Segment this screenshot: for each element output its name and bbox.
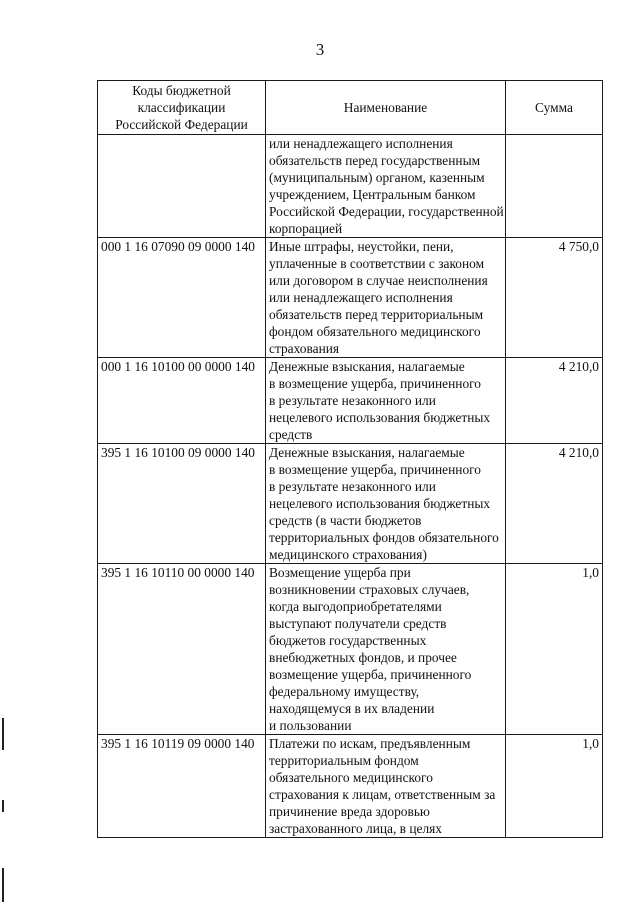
table-row: [98, 135, 603, 238]
cell-name-line: страхования к лицам, ответственным за: [269, 787, 496, 802]
cell-name-line: застрахованного лица, в целях: [269, 821, 442, 836]
header-code-line: классификации: [137, 100, 226, 115]
cell-name-line: в результате незаконного или: [269, 479, 436, 494]
header-name: Наименование: [266, 81, 506, 135]
cell-name-line: средств (в части бюджетов: [269, 513, 422, 528]
cell-name-line: в возмещение ущерба, причиненного: [269, 376, 482, 391]
cell-name-line: Иные штрафы, неустойки, пени,: [269, 239, 454, 254]
cell-name: [266, 444, 506, 564]
cell-name-line: в результате незаконного или: [269, 393, 436, 408]
cell-name-line: (муниципальным) органом, казенным: [269, 170, 485, 185]
cell-name-line: нецелевого использования бюджетных: [269, 496, 491, 511]
cell-code: 395 1 16 10110 00 0000 140: [98, 564, 266, 735]
cell-name-line: обязательств перед территориальным: [269, 307, 484, 322]
header-sum: Сумма: [506, 81, 603, 135]
cell-name-line: федеральному имуществу,: [269, 684, 420, 699]
cell-sum: 4 750,0: [506, 238, 603, 358]
cell-name-line: возникновении страховых случаев,: [269, 582, 470, 597]
scan-mark: [2, 800, 4, 812]
cell-name-line: корпорацией: [269, 221, 343, 236]
cell-name-line: в возмещение ущерба, причиненного: [269, 462, 482, 477]
cell-name-line: территориальным фондом: [269, 753, 419, 768]
cell-sum: 1,0: [506, 564, 603, 735]
cell-name-line: выступают получатели средств: [269, 616, 447, 631]
cell-code: [98, 135, 266, 238]
header-code-line: Коды бюджетной: [132, 83, 231, 98]
header-code-line: Российской Федерации: [115, 117, 248, 132]
cell-name-line: возмещение ущерба, причиненного: [269, 667, 472, 682]
cell-name: [266, 358, 506, 444]
cell-name-line: медицинского страхования): [269, 547, 427, 562]
cell-name-line: когда выгодоприобретателями: [269, 599, 442, 614]
cell-name-line: Денежные взыскания, налагаемые: [269, 445, 465, 460]
table-header-row: [98, 81, 603, 135]
table-row: [98, 358, 603, 444]
cell-name: [266, 238, 506, 358]
cell-name-line: находящемуся в их владении: [269, 701, 435, 716]
cell-code: 000 1 16 07090 09 0000 140: [98, 238, 266, 358]
cell-name-line: средств: [269, 427, 313, 442]
table-row: [98, 444, 603, 564]
cell-name-line: территориальных фондов обязательного: [269, 530, 499, 545]
cell-name-line: внебюджетных фондов, и прочее: [269, 650, 457, 665]
page-number: 3: [315, 40, 325, 59]
cell-name-line: или ненадлежащего исполнения: [269, 136, 453, 151]
cell-name-line: обязательств перед государственным: [269, 153, 481, 168]
cell-name-line: учреждением, Центральным банком: [269, 187, 476, 202]
cell-name-line: Денежные взыскания, налагаемые: [269, 359, 465, 374]
cell-name: [266, 564, 506, 735]
scan-mark: [2, 718, 4, 750]
cell-name-line: фондом обязательного медицинского: [269, 324, 481, 339]
table-row: [98, 238, 603, 358]
cell-name-line: Возмещение ущерба при: [269, 565, 411, 580]
cell-name: [266, 135, 506, 238]
cell-name-line: бюджетов государственных: [269, 633, 427, 648]
cell-name-line: и пользовании: [269, 718, 352, 733]
cell-sum: [506, 135, 603, 238]
cell-name-line: Платежи по искам, предъявленным: [269, 736, 471, 751]
budget-classification-table: [97, 80, 603, 838]
cell-name-line: нецелевого использования бюджетных: [269, 410, 491, 425]
scan-mark: [2, 868, 4, 902]
cell-code: 395 1 16 10119 09 0000 140: [98, 735, 266, 838]
cell-name-line: уплаченные в соответствии с законом: [269, 256, 485, 271]
table-row: [98, 735, 603, 838]
cell-code: 395 1 16 10100 09 0000 140: [98, 444, 266, 564]
cell-name: [266, 735, 506, 838]
cell-name-line: страхования: [269, 341, 340, 356]
table-row: [98, 564, 603, 735]
cell-sum: 1,0: [506, 735, 603, 838]
cell-name-line: обязательного медицинского: [269, 770, 433, 785]
cell-name-line: или ненадлежащего исполнения: [269, 290, 453, 305]
header-code: [98, 81, 266, 135]
cell-sum: 4 210,0: [506, 358, 603, 444]
cell-sum: 4 210,0: [506, 444, 603, 564]
cell-name-line: или договором в случае неисполнения: [269, 273, 488, 288]
cell-name-line: причинение вреда здоровью: [269, 804, 430, 819]
cell-name-line: Российской Федерации, государственной: [269, 204, 504, 219]
cell-code: 000 1 16 10100 00 0000 140: [98, 358, 266, 444]
